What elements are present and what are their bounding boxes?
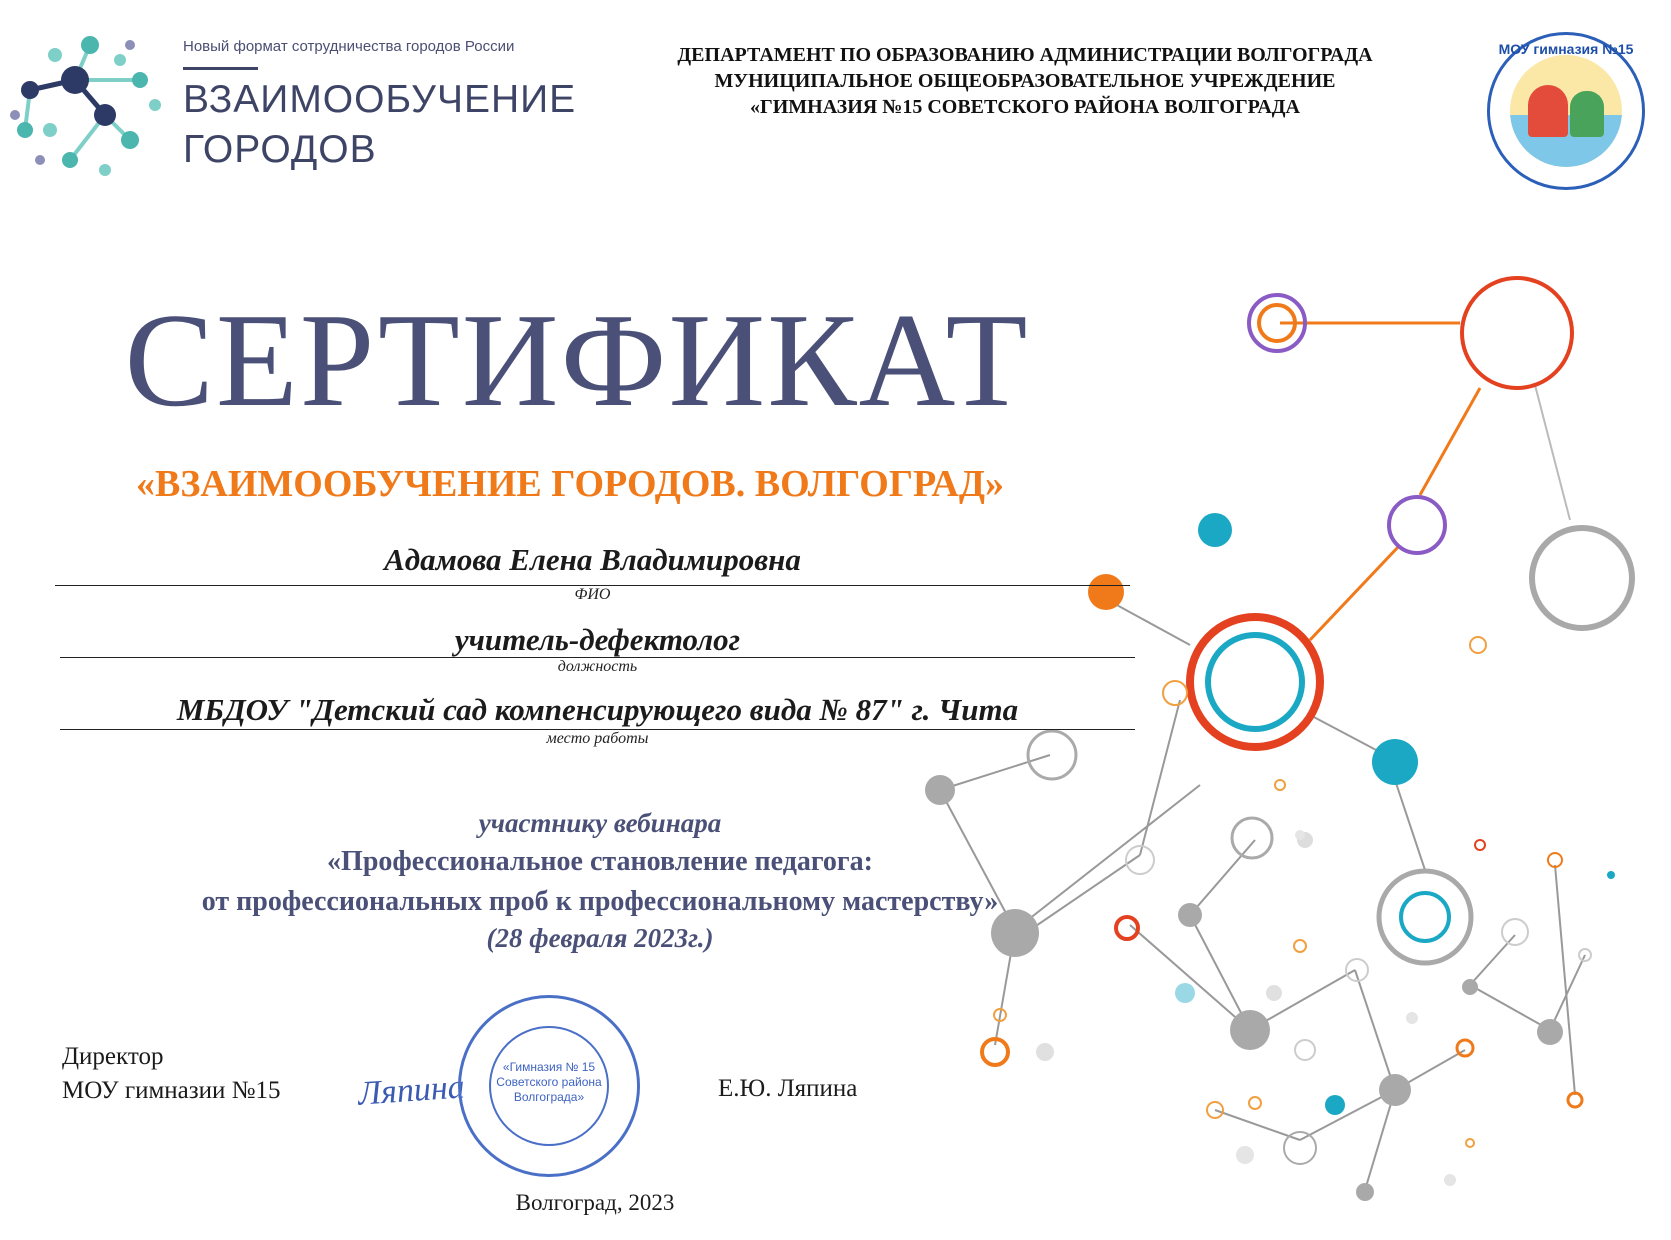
certificate-subtitle: «ВЗАИМООБУЧЕНИЕ ГОРОДОВ. ВОЛГОГРАД» — [136, 463, 1004, 505]
recipient-workplace: МБДОУ "Детский сад компенсирующего вида № 87" г. Чита — [176, 692, 1019, 727]
certificate-title: СЕРТИФИКАТ — [124, 286, 1030, 434]
logo-molecule-icon — [10, 36, 161, 176]
recipient-name: Адамова Елена Владимировна — [384, 542, 801, 577]
logo-title-line1: ВЗАИМООБУЧЕНИЕ — [183, 78, 577, 121]
institution-header — [590, 42, 1460, 120]
director-role-line2: МОУ гимназии №15 — [62, 1077, 281, 1104]
school-emblem-label: МОУ гимназия №15 — [1498, 41, 1634, 57]
header-line-3: «ГИМНАЗИЯ №15 СОВЕТСКОГО РАЙОНА ВОЛГОГРАДА — [750, 96, 1300, 118]
webinar-title-line1: «Профессиональное становление педагога: — [327, 846, 873, 877]
webinar-date: (28 февраля 2023г.) — [486, 923, 714, 953]
header-line-1: ДЕПАРТАМЕНТ ПО ОБРАЗОВАНИЮ АДМИНИСТРАЦИИ ВОЛГОГРАДА — [677, 44, 1373, 66]
director-role-line1: Директор — [62, 1043, 164, 1070]
header-line-2: МУНИЦИПАЛЬНОЕ ОБЩЕОБРАЗОВАТЕЛЬНОЕ УЧРЕЖДЕНИЕ — [714, 70, 1336, 92]
school-emblem-picture — [1510, 55, 1622, 167]
position-caption: должность — [557, 658, 638, 675]
director-name: Е.Ю. Ляпина — [718, 1075, 858, 1102]
school-emblem-icon — [1487, 32, 1645, 190]
logo-title-line2: ГОРОДОВ — [183, 128, 377, 171]
logo-rule — [183, 67, 258, 70]
stamp-center-text — [481, 1060, 617, 1105]
stamp-line2: Советского района — [496, 1075, 602, 1089]
director-role — [62, 1040, 281, 1108]
logo-tagline: Новый формат сотрудничества городов России — [183, 38, 515, 55]
workplace-caption: место работы — [546, 730, 649, 747]
name-caption: ФИО — [574, 586, 611, 603]
stamp-line3: Волгограда» — [513, 1090, 585, 1104]
webinar-role: участнику вебинара — [478, 808, 722, 838]
webinar-title-line2: от профессиональных проб к профессиональному мастерству» — [201, 886, 999, 917]
official-stamp-icon — [458, 995, 640, 1177]
network-lines — [940, 323, 1585, 1190]
director-signature: Ляпина — [356, 1068, 466, 1113]
stamp-line1: «Гимназия № 15 — [502, 1060, 596, 1074]
recipient-position: учитель-дефектолог — [454, 622, 741, 657]
city-year: Волгоград, 2023 — [515, 1190, 675, 1215]
